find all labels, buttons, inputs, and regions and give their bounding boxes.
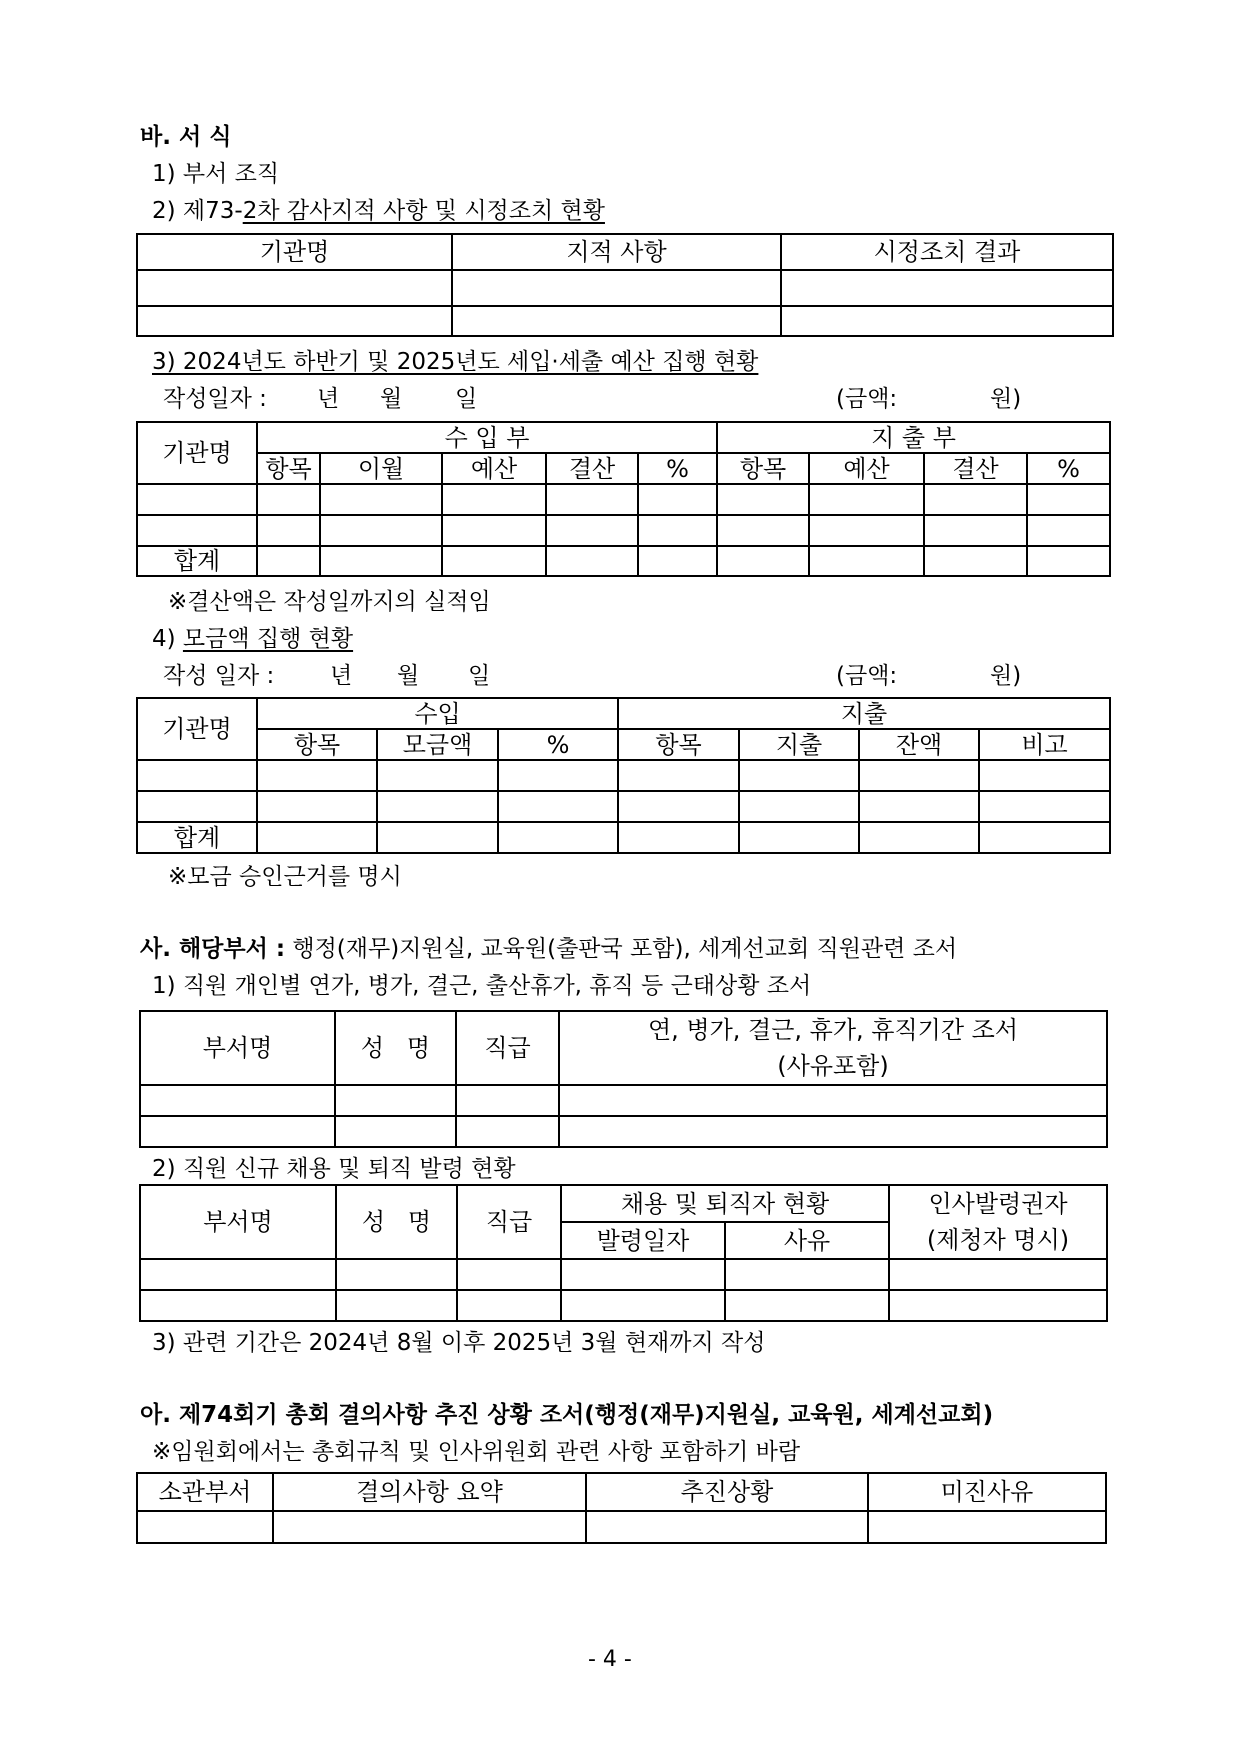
date1-day: 일 [455, 386, 478, 412]
col-header: 기관명 [137, 234, 452, 270]
col-header: 이월 [320, 453, 442, 484]
col-header: 소관부서 [137, 1473, 273, 1511]
col-header: 성 명 [336, 1185, 457, 1259]
date2-won: 원) [990, 663, 1022, 689]
col-header: 직급 [457, 1185, 561, 1259]
group-header: 지출 [618, 698, 1110, 729]
hiring-table [139, 1184, 1108, 1322]
date2-year: 년 [330, 663, 353, 689]
group-header: 수입 [257, 698, 618, 729]
table-cell [452, 306, 781, 336]
date1-amount: (금액: [836, 386, 898, 412]
attendance-table [139, 1010, 1108, 1148]
col-header: 추진상황 [586, 1473, 868, 1511]
col-header: 부서명 [140, 1185, 336, 1259]
group-header: 채용 및 퇴직자 현황 [561, 1185, 889, 1222]
col-header: 결산 [546, 453, 638, 484]
col-header: 예산 [442, 453, 546, 484]
sa-item1: 1) 직원 개인별 연가, 병가, 결근, 출산휴가, 휴직 등 근태상황 조서 [152, 973, 812, 999]
date1-year: 년 [317, 386, 340, 412]
col-header: 시정조치 결과 [781, 234, 1113, 270]
col-header: 부서명 [140, 1011, 335, 1085]
col-header: 결의사항 요약 [273, 1473, 586, 1511]
col-header: 항목 [257, 453, 320, 484]
date2-month: 월 [397, 663, 420, 689]
resolution-table [136, 1472, 1107, 1544]
col-header: 기관명 [137, 698, 257, 760]
ba-item3: 3) 2024년도 하반기 및 2025년도 세입·세출 예산 집행 현황 [152, 349, 759, 375]
col-header: % [1027, 453, 1110, 484]
group-header: 수 입 부 [257, 422, 717, 453]
section-sa-title: 사. 해당부서 : 행정(재무)지원실, 교육원(출판국 포함), 세계선교회 직원관련 조서 [140, 936, 958, 962]
ba-item4: 4) 모금액 집행 현황 [152, 626, 354, 652]
note-fundraising: ※모금 승인근거를 명시 [168, 864, 402, 890]
col-header: 기관명 [137, 422, 257, 484]
sa-item3: 3) 관련 기간은 2024년 8월 이후 2025년 3월 현재까지 작성 [152, 1330, 766, 1356]
section-a-title: 아. 제74회기 총회 결의사항 추진 상황 조서(행정(재무)지원실, 교육원, 세계선교회) [140, 1402, 994, 1428]
col-header: 결산 [924, 453, 1027, 484]
date2-label: 작성 일자 : [163, 663, 275, 689]
col-header: 인사발령권자 (제청자 명시) [889, 1185, 1107, 1259]
table-cell [781, 270, 1113, 306]
ba-item2: 2) 제73-2차 감사지적 사항 및 시정조치 현황 [152, 198, 605, 224]
date1-month: 월 [380, 386, 403, 412]
budget-table [136, 421, 1111, 577]
page-number: - 4 - [588, 1647, 632, 1672]
total-label: 합계 [137, 546, 257, 576]
col-header: 지적 사항 [452, 234, 781, 270]
col-header: % [638, 453, 717, 484]
table-cell [137, 270, 452, 306]
col-header: 연, 병가, 결근, 휴가, 휴직기간 조서 (사유포함) [559, 1011, 1107, 1085]
col-header: 지출 [739, 729, 859, 760]
note-settlement: ※결산액은 작성일까지의 실적임 [168, 589, 491, 615]
col-header: 모금액 [377, 729, 498, 760]
col-header: 잔액 [859, 729, 979, 760]
col-header: 직급 [456, 1011, 559, 1085]
section-a-note: ※임원회에서는 총회규칙 및 인사위원회 관련 사항 포함하기 바람 [152, 1439, 801, 1465]
group-header: 지 출 부 [717, 422, 1110, 453]
sa-item2: 2) 직원 신규 채용 및 퇴직 발령 현황 [152, 1156, 516, 1182]
fundraising-table [136, 697, 1111, 854]
table-cell [137, 306, 452, 336]
table-cell [452, 270, 781, 306]
date1-label: 작성일자 : [163, 386, 267, 412]
date2-amount: (금액: [836, 663, 898, 689]
col-header: 비고 [979, 729, 1110, 760]
col-header: 발령일자 [561, 1222, 725, 1259]
date1-won: 원) [990, 386, 1022, 412]
col-header: 사유 [725, 1222, 889, 1259]
col-header: 항목 [618, 729, 739, 760]
col-header: % [498, 729, 618, 760]
col-header: 성 명 [335, 1011, 456, 1085]
section-ba-title: 바. 서 식 [140, 124, 232, 150]
audit-table [136, 233, 1114, 337]
total-label: 합계 [137, 822, 257, 853]
date2-day: 일 [468, 663, 491, 689]
table-cell [781, 306, 1113, 336]
col-header: 항목 [717, 453, 809, 484]
ba-item1: 1) 부서 조직 [152, 161, 280, 187]
col-header: 미진사유 [868, 1473, 1106, 1511]
col-header: 항목 [257, 729, 377, 760]
col-header: 예산 [809, 453, 924, 484]
